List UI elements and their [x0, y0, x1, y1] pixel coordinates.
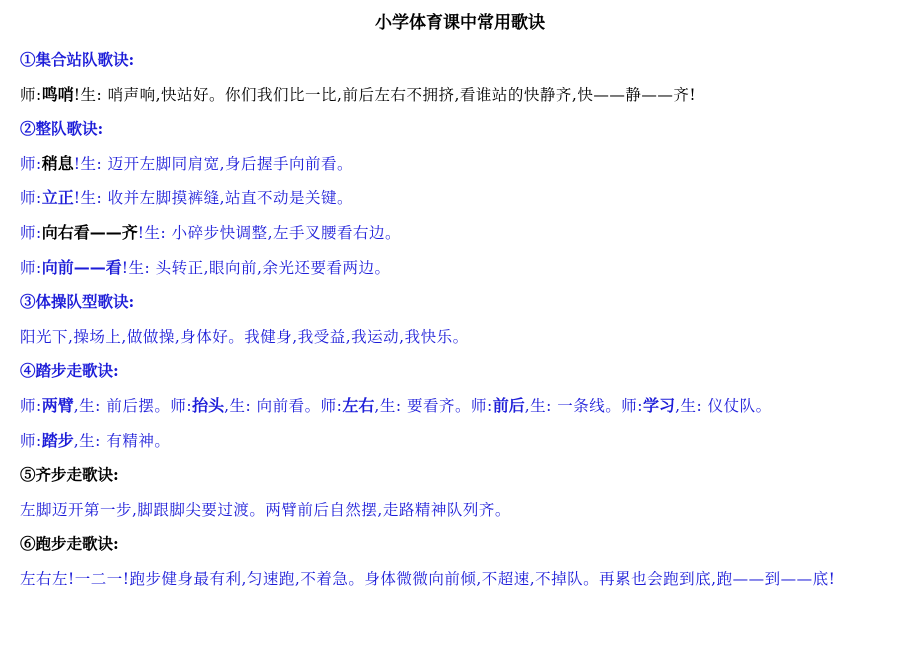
teacher-command: 向右看——齐	[41, 223, 138, 242]
verse-line	[20, 395, 920, 417]
teacher-command: 立正	[41, 188, 74, 208]
section-heading: ①集合站队歌诀:	[20, 50, 135, 69]
teacher-command: 两臂	[41, 396, 74, 415]
verse-text: !生: 收并左脚摸裤缝,站直不动是关键。	[73, 189, 354, 208]
verse-text: ,生: 一条线。师:	[524, 397, 644, 415]
teacher-command: 左右	[342, 396, 375, 415]
verse-text: !生: 迈开左脚同肩宽,身后握手向前看。	[73, 154, 354, 173]
section-heading: ⑤齐步走歌诀:	[20, 465, 119, 485]
verse-text: 师:	[20, 85, 42, 104]
verse-text: ,生: 向前看。师:	[224, 397, 343, 415]
verse-text: 阳光下,操场上,做做操,身体好。我健身,我受益,我运动,我快乐。	[20, 327, 469, 346]
teacher-command: 抬头	[192, 396, 225, 415]
verse-text: ,生: 要看齐。师:	[374, 397, 493, 415]
verse-text: !生: 哨声响,快站好。你们我们比一比,前后左右不拥挤,看谁站的快静齐,快——静——齐!	[73, 85, 697, 104]
verse-text: 师:	[20, 189, 42, 208]
teacher-command: 鸣哨	[41, 84, 74, 104]
verse-text: !生: 头转正,眼向前,余光还要看两边。	[121, 258, 391, 277]
teacher-command: 前后	[492, 396, 525, 415]
verse-line	[20, 187, 920, 209]
verse-text: ,生: 有精神。	[73, 431, 171, 450]
section-heading: ③体操队型歌诀:	[20, 292, 135, 312]
verse-line	[20, 257, 920, 279]
verse-line	[20, 326, 920, 348]
page-title: 小学体育课中常用歌诀	[375, 13, 545, 33]
verse-line	[20, 153, 920, 175]
verse-text: 左右左!一二一!跑步健身最有利,匀速跑,不着急。身体微微向前倾,不超速,不掉队。再累也会跑到底,跑——到——底!	[20, 570, 836, 588]
verse-line	[20, 499, 920, 521]
verse-text: !生: 小碎步快调整,左手叉腰看右边。	[137, 224, 402, 242]
verse-text: 师:	[20, 154, 42, 173]
verse-line	[20, 222, 920, 244]
verse-text: ,生: 前后摆。师:	[73, 397, 193, 415]
verse-line	[20, 568, 920, 590]
verse-text: 师:	[20, 258, 42, 277]
verse-text: 师:	[20, 224, 42, 242]
teacher-command: 向前——看	[41, 257, 122, 277]
verse-line	[20, 84, 920, 106]
section-heading: ⑥跑步走歌诀:	[20, 534, 119, 554]
verse-line	[20, 430, 920, 452]
verse-text: 师:	[20, 397, 42, 415]
teacher-command: 学习	[643, 396, 676, 415]
teacher-command: 踏步	[41, 430, 74, 450]
section-heading: ④踏步走歌诀:	[20, 361, 119, 381]
verse-text: ,生: 仪仗队。	[675, 397, 772, 415]
teacher-command: 稍息	[41, 153, 74, 173]
section-heading: ②整队歌诀:	[20, 119, 104, 139]
verse-text: 师:	[20, 431, 42, 450]
verse-text: 左脚迈开第一步,脚跟脚尖要过渡。两臂前后自然摆,走路精神队列齐。	[20, 500, 511, 519]
